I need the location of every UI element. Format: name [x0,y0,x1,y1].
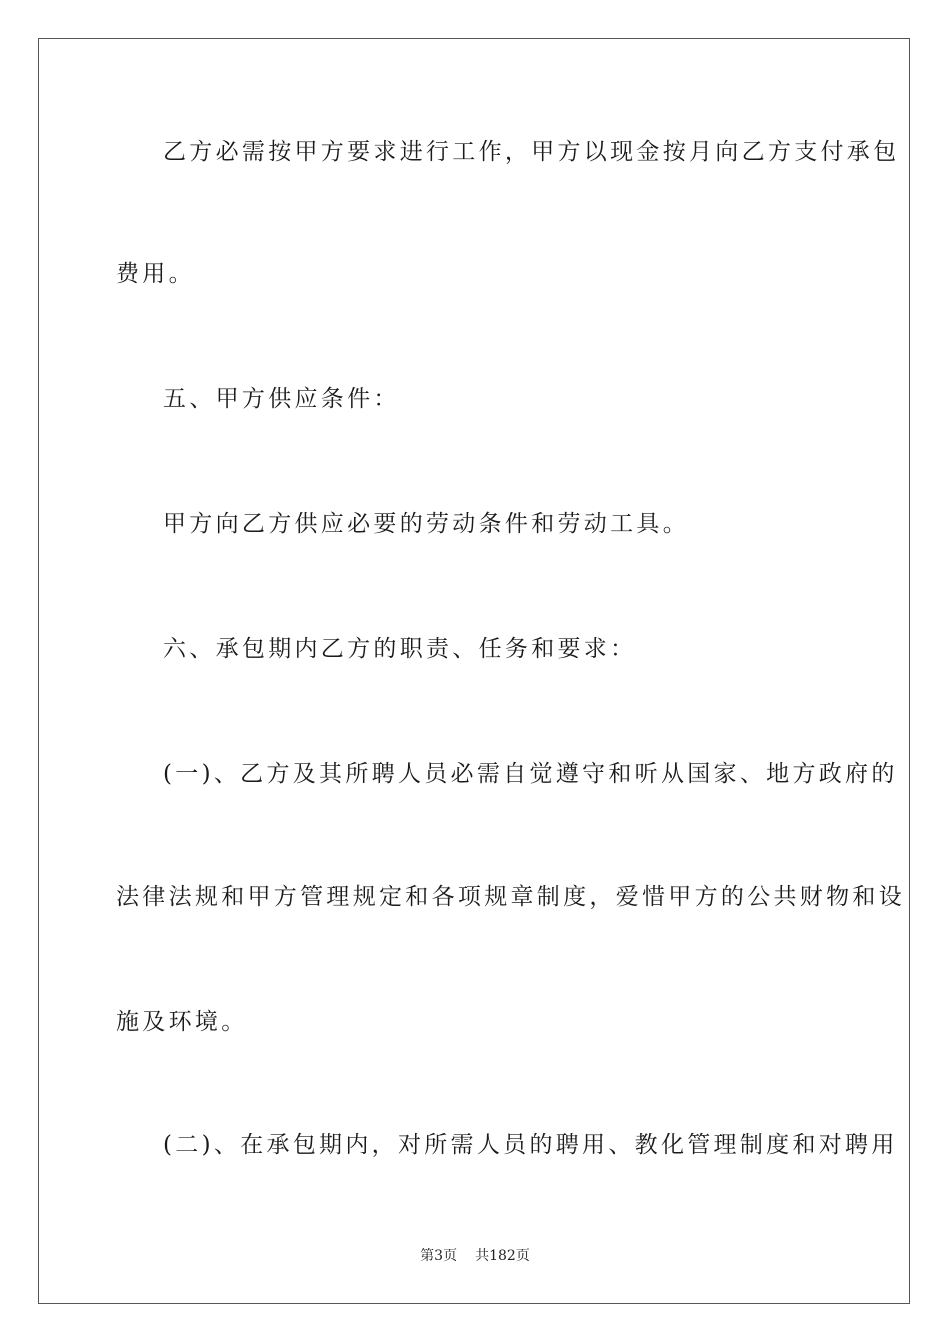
page-number: 第3页 [420,1248,458,1264]
paragraph-line: 施及环境。 [116,1009,248,1035]
section-heading: 五、甲方供应条件： [163,386,400,412]
page-border [38,38,910,1304]
section-heading: 六、承包期内乙方的职责、任务和要求： [163,636,637,662]
paragraph-line: 费用。 [116,261,195,287]
paragraph-line: 甲方向乙方供应必要的劳动条件和劳动工具。 [163,511,689,537]
paragraph-line: 法律法规和甲方管理规定和各项规章制度，爱惜甲方的公共财物和设 [116,884,905,910]
total-pages: 共182页 [475,1248,530,1264]
page-footer [0,1247,950,1265]
paragraph-line: 乙方必需按甲方要求进行工作，甲方以现金按月向乙方支付承包 [163,139,900,165]
paragraph-line: (一)、乙方及其所聘人员必需自觉遵守和听从国家、地方政府的 [163,761,898,787]
paragraph-line: (二)、在承包期内，对所需人员的聘用、教化管理制度和对聘用 [163,1132,898,1158]
